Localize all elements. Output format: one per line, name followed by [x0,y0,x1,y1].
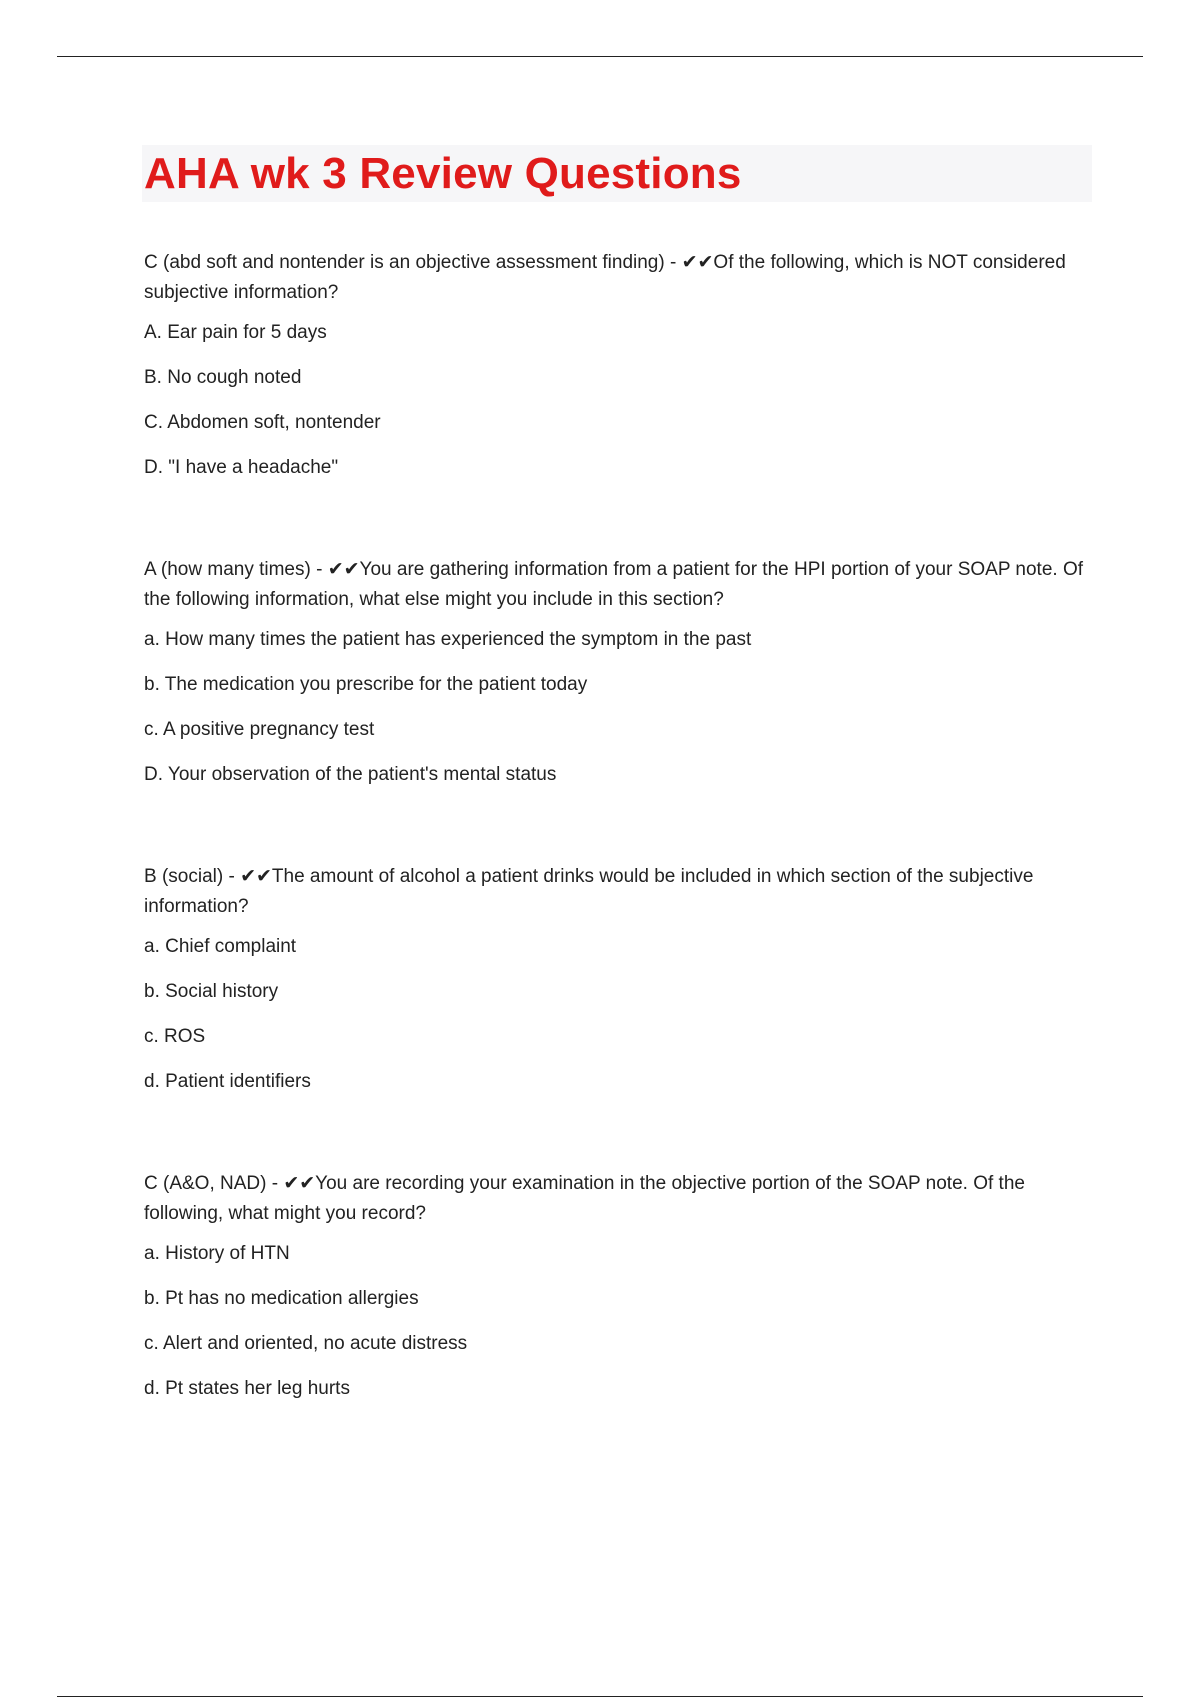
answer-option: C. Abdomen soft, nontender [144,412,381,433]
answer-option: b. The medication you prescribe for the patient today [144,674,588,695]
question-block-3 [144,862,1092,1093]
document-body [144,145,1092,1400]
answer-option: d. Pt states her leg hurts [144,1378,350,1399]
answer-option: d. Patient identifiers [144,1071,311,1092]
header-rule [57,56,1143,57]
question-block-1 [144,248,1092,479]
answer-option: b. Social history [144,981,279,1002]
answer-option: A. Ear pain for 5 days [144,322,327,343]
question-text: B (social) - ✔✔The amount of alcohol a patient drinks would be included in which section of the subjective information? [144,866,1034,917]
answer-option: a. How many times the patient has experienced the symptom in the past [144,629,752,650]
question-block-2 [144,555,1092,786]
answer-option: c. Alert and oriented, no acute distress [144,1333,468,1354]
document-title: AHA wk 3 Review Questions [144,148,742,198]
answer-option: D. Your observation of the patient's mental status [144,764,557,785]
answer-option: a. Chief complaint [144,936,297,957]
question-text: C (A&O, NAD) - ✔✔You are recording your examination in the objective portion of the SOAP note. Of the following, what might you record? [144,1173,1025,1224]
title-band [142,145,1092,202]
question-text: C (abd soft and nontender is an objective assessment finding) - ✔✔Of the following, which is NOT considered subjective information? [144,252,1066,303]
answer-option: D. "I have a headache" [144,457,339,478]
question-text: A (how many times) - ✔✔You are gathering information from a patient for the HPI portion of your SOAP note. Of the following information, what else might you include in this section? [144,559,1084,610]
answer-option: a. History of HTN [144,1243,290,1264]
footer-rule [57,1696,1143,1697]
answer-option: B. No cough noted [144,367,302,388]
question-block-4 [144,1169,1092,1400]
answer-option: c. A positive pregnancy test [144,719,375,740]
answer-option: c. ROS [144,1026,206,1047]
answer-option: b. Pt has no medication allergies [144,1288,419,1309]
